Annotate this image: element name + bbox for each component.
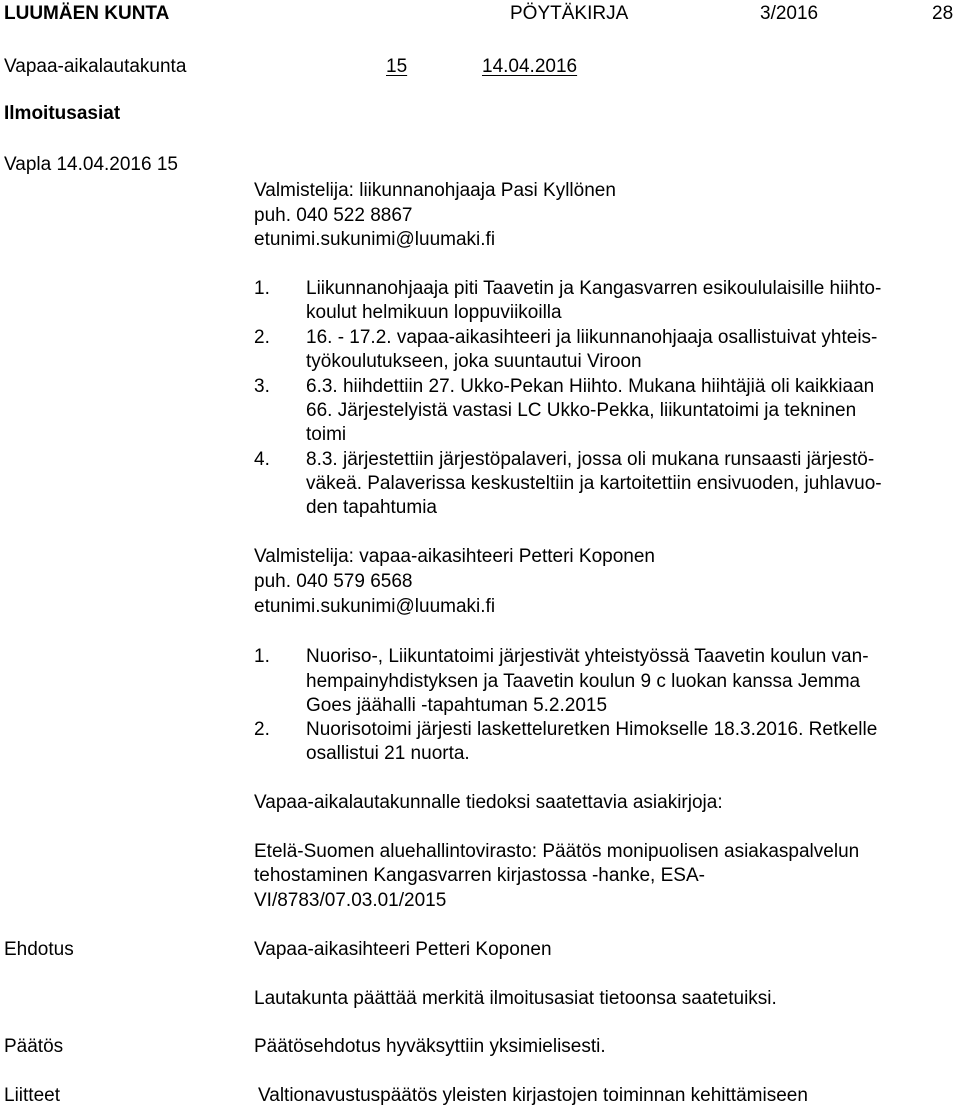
committee-name: Vapaa-aikalautakunta bbox=[4, 56, 187, 77]
list1-item1-number: 1. bbox=[254, 278, 270, 299]
documents-line2: tehostaminen Kangasvarren kirjastossa -hanke, ESA- bbox=[254, 865, 705, 886]
section-number: 15 bbox=[386, 56, 408, 77]
preparer2-line3: etunimi.sukunimi@luumaki.fi bbox=[254, 596, 496, 617]
document-number: 3/2016 bbox=[760, 3, 819, 24]
attachments-text: Valtionavustuspäätös yleisten kirjastojen toiminnan kehittämiseen bbox=[258, 1085, 808, 1106]
proposal-text: Lautakunta päättää merkitä ilmoitusasiat tietoonsa saatetuiksi. bbox=[254, 988, 777, 1009]
list1-item2-line2: työkoulutukseen, joka suuntautui Viroon bbox=[306, 351, 642, 372]
proposal-proposer: Vapaa-aikasihteeri Petteri Koponen bbox=[254, 939, 552, 960]
list1-item3-line2: 66. Järjestelyistä vastasi LC Ukko-Pekka, liikuntatoimi ja tekninen bbox=[306, 400, 857, 421]
list1-item2-number: 2. bbox=[254, 327, 270, 348]
documents-line1: Etelä-Suomen aluehallintovirasto: Päätös monipuolisen asiakaspalvelun bbox=[254, 841, 860, 862]
list2-item1-line1: Nuoriso-, Liikuntatoimi järjestivät yhteistyössä Taavetin koulun van- bbox=[306, 646, 869, 667]
preparer2-line2: puh. 040 579 6568 bbox=[254, 571, 413, 592]
preparer1-line2: puh. 040 522 8867 bbox=[254, 205, 413, 226]
list1-item1-line2: koulut helmikuun loppuviikoilla bbox=[306, 302, 562, 323]
list1-item2-line1: 16. - 17.2. vapaa-aikasihteeri ja liikunnanohjaaja osallistuivat yhteis- bbox=[306, 327, 878, 348]
list2-item2-number: 2. bbox=[254, 719, 270, 740]
list1-item4-line2: väkeä. Palaverissa keskusteltiin ja kartoitettiin ensivuoden, juhlavuo- bbox=[306, 473, 882, 494]
list1-item3-line3: toimi bbox=[306, 424, 347, 445]
list1-item1-line1: Liikunnanohjaaja piti Taavetin ja Kangasvarren esikoululaisille hiihto- bbox=[306, 278, 882, 299]
list1-item4-number: 4. bbox=[254, 449, 270, 470]
list2-item1-line3: Goes jäähalli -tapahtuman 5.2.2015 bbox=[306, 695, 608, 716]
list2-item1-number: 1. bbox=[254, 646, 270, 667]
proposal-label: Ehdotus bbox=[4, 939, 74, 960]
preparer1-line1: Valmistelija: liikunnanohjaaja Pasi Kyllönen bbox=[254, 180, 616, 201]
preparer1-line3: etunimi.sukunimi@luumaki.fi bbox=[254, 229, 496, 250]
meeting-date: 14.04.2016 bbox=[482, 56, 578, 77]
document-type: PÖYTÄKIRJA bbox=[510, 3, 629, 24]
decision-label: Päätös bbox=[4, 1036, 64, 1057]
preparer2-line1: Valmistelija: vapaa-aikasihteeri Petteri Koponen bbox=[254, 546, 655, 567]
reference-line: Vapla 14.04.2016 15 bbox=[4, 154, 178, 175]
attachments-label: Liitteet bbox=[4, 1085, 60, 1106]
list1-item3-line1: 6.3. hiihdettiin 27. Ukko-Pekan Hiihto. Mukana hiihtäjiä oli kaikkiaan bbox=[306, 376, 875, 397]
list2-item1-line2: hempainyhdistyksen ja Taavetin koulun 9 c luokan kanssa Jemma bbox=[306, 671, 861, 692]
documents-heading: Vapaa-aikalautakunnalle tiedoksi saatettavia asiakirjoja: bbox=[254, 792, 723, 813]
list2-item2-line1: Nuorisotoimi järjesti laskettelur​etken Himokselle 18.3.2016. Retkelle bbox=[306, 719, 878, 740]
list1-item4-line1: 8.3. järjestettiin järjestöpalaveri, jossa oli mukana runsaasti järjestö- bbox=[306, 449, 875, 470]
page-number: 28 bbox=[932, 3, 954, 24]
organization-name: LUUMÄEN KUNTA bbox=[4, 3, 170, 24]
list1-item4-line3: den tapahtumia bbox=[306, 497, 437, 518]
decision-text: Päätösehdotus hyväksyttiin yksimielisesti. bbox=[254, 1036, 606, 1057]
list2-item2-line2: osallistui 21 nuorta. bbox=[306, 743, 470, 764]
page-title: Ilmoitusasiat bbox=[4, 103, 121, 124]
list1-item3-number: 3. bbox=[254, 376, 270, 397]
documents-line3: VI/8783/07.03.01/2015 bbox=[254, 890, 447, 911]
